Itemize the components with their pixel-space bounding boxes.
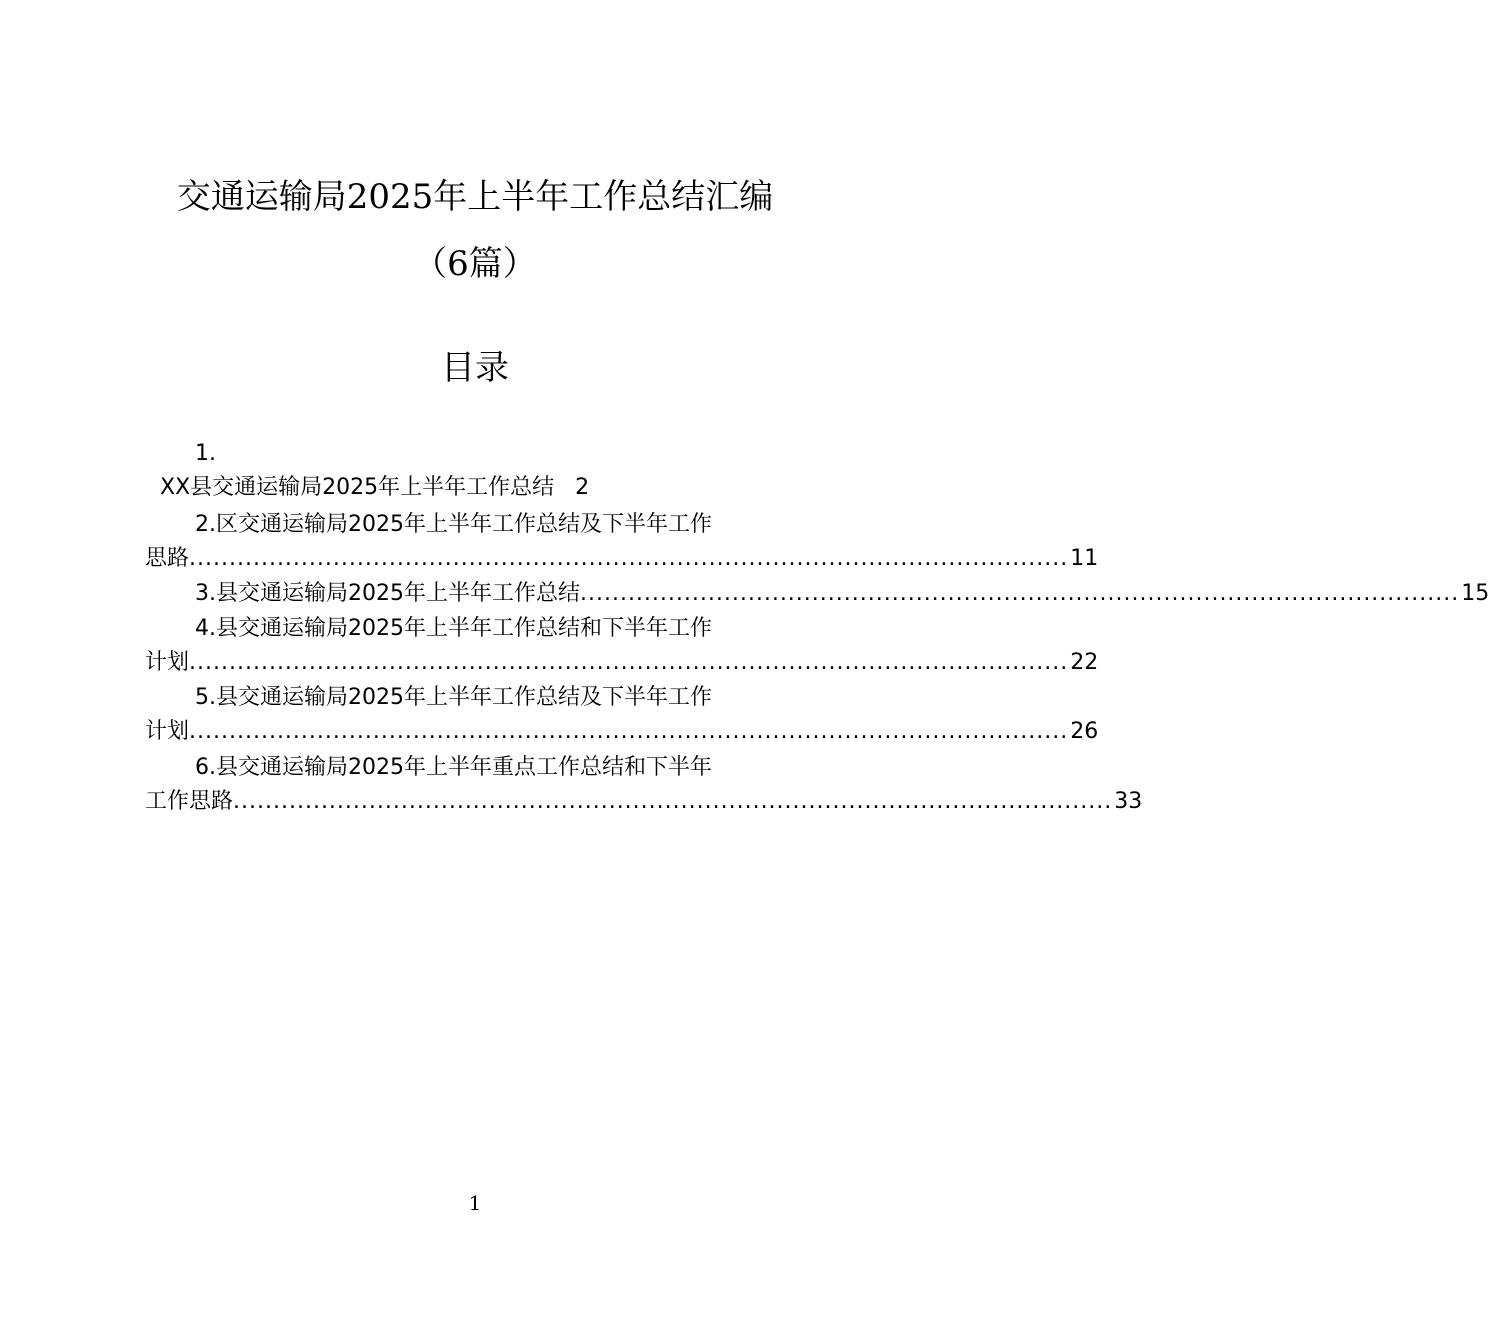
toc-entry-leader-line [145, 542, 1099, 576]
toc-entry-6[interactable] [145, 751, 1143, 819]
toc-leader-dots: .............................................................................................................. [189, 546, 1069, 571]
toc-entry-leader-line [145, 785, 1143, 819]
toc-entry-2[interactable] [145, 508, 1099, 576]
toc-entry-title: 2.区交通运输局2025年上半年工作总结及下半年工作 [195, 512, 712, 537]
toc-entry-title: 3.县交通运输局2025年上半年工作总结 [195, 581, 580, 606]
toc-entry-title-cont: 工作思路 [145, 789, 234, 814]
toc-entry-page: 26 [1070, 719, 1099, 744]
toc-leader-dots: .............................................................................................................. [579, 581, 1460, 606]
toc-entry-title: 4.县交通运输局2025年上半年工作总结和下半年工作 [195, 616, 712, 641]
toc-entry-page: 22 [1070, 650, 1099, 675]
toc-heading: 目录 [441, 348, 509, 388]
toc-entry-leader-line [145, 715, 1099, 749]
toc-entry-number: 1. [195, 441, 216, 466]
toc-entry-4[interactable] [145, 612, 1099, 680]
toc-entry-page: 15 [1461, 581, 1489, 606]
document-subtitle: （6篇） [413, 244, 537, 284]
toc-entry-title: 5.县交通运输局2025年上半年工作总结及下半年工作 [195, 685, 712, 710]
toc-entry-5[interactable] [145, 681, 1099, 749]
toc-leader-dots: .............................................................................................................. [189, 719, 1069, 744]
toc-entry-title-cont: 计划 [145, 719, 190, 744]
toc-entry-title: XX县交通运输局2025年上半年工作总结 [160, 475, 555, 500]
toc-leader-dots: .............................................................................................................. [233, 789, 1113, 814]
toc-entry-title-cont: 思路 [145, 546, 190, 571]
toc-entry-page: 2 [575, 475, 590, 500]
toc-entry-page: 11 [1070, 546, 1099, 571]
toc-entry-1[interactable] [145, 437, 805, 505]
page-number: 1 [468, 1191, 482, 1215]
toc-entry-leader-line [145, 646, 1099, 680]
toc-entry-3[interactable] [145, 577, 1489, 611]
toc-entry-title-cont: 计划 [145, 650, 190, 675]
toc-entry-page: 33 [1114, 789, 1143, 814]
toc-entry-title-line [145, 471, 805, 505]
toc-leader-dots: .............................................................................................................. [189, 650, 1069, 675]
toc-entry-leader-line [145, 577, 1489, 611]
document-title: 交通运输局2025年上半年工作总结汇编 [176, 177, 774, 217]
toc-entry-title: 6.县交通运输局2025年上半年重点工作总结和下半年 [195, 755, 712, 780]
